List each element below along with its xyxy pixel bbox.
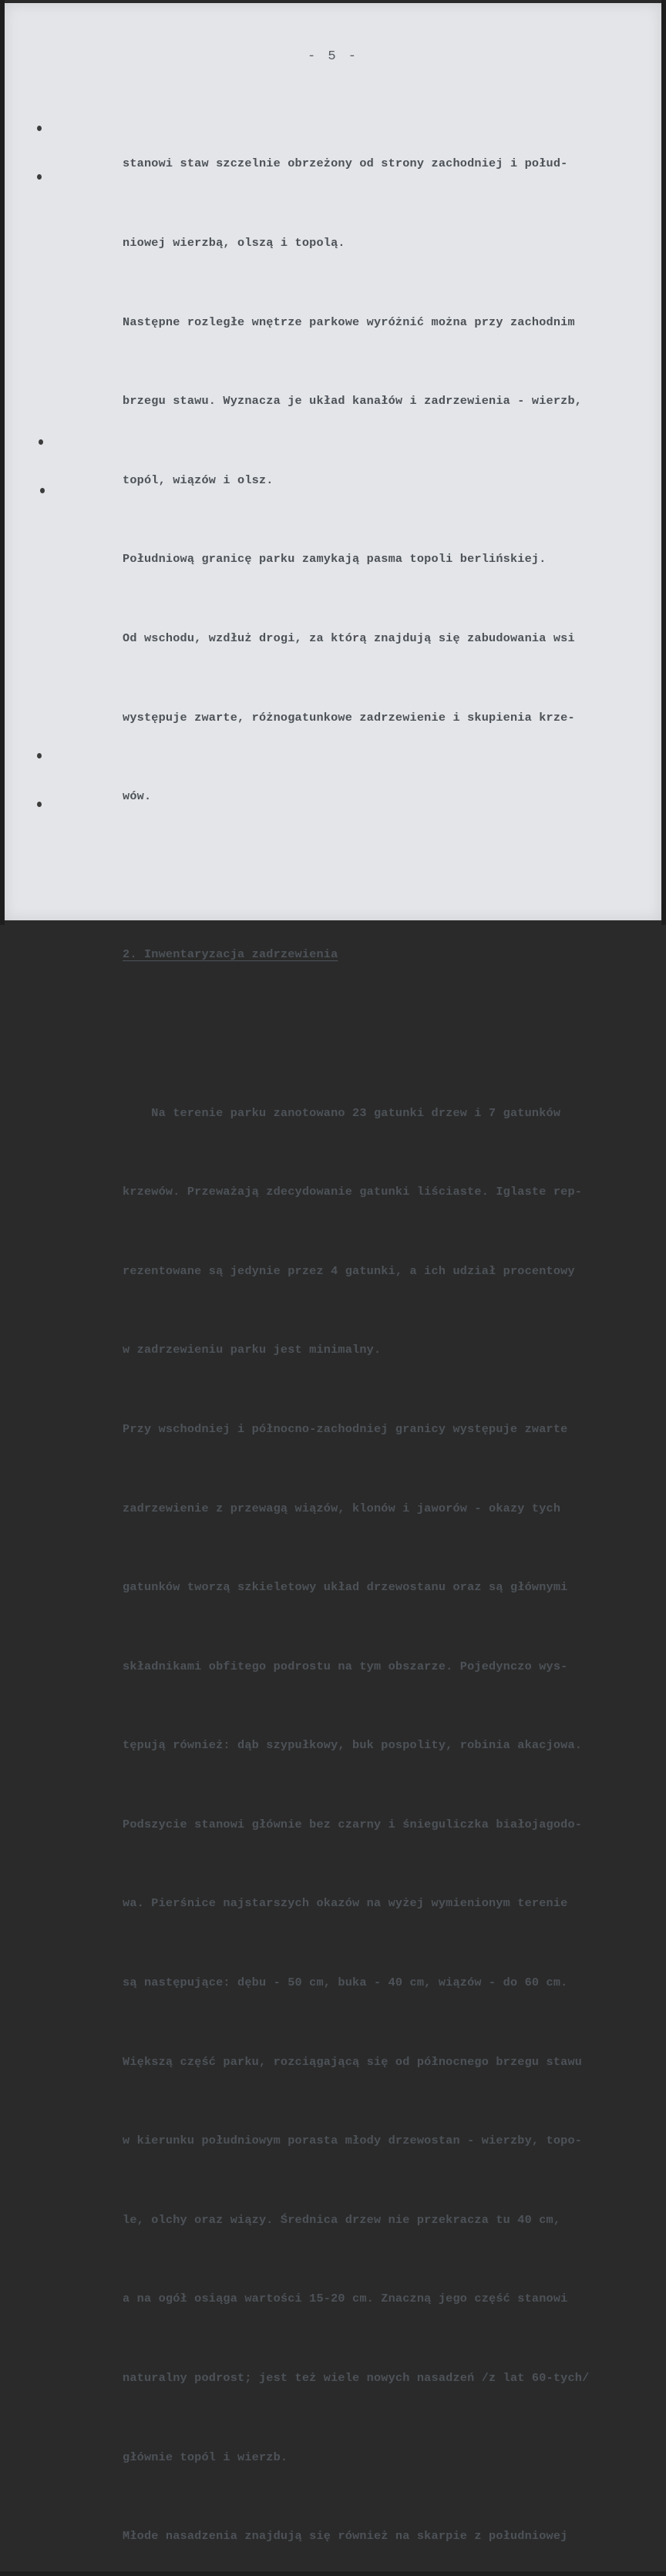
page-number: - 5 - <box>307 49 358 64</box>
body-text <box>123 98 631 2576</box>
text-line: wa. Pierśnice najstarszych okazów na wyżej wymienionym terenie <box>123 1896 568 1911</box>
text-line: Większą część parku, rozciągającą się od północnego brzegu stawu <box>123 2054 583 2069</box>
text-line: Podszycie stanowi głównie bez czarny i śnieguliczka białojagodo- <box>123 1817 583 1831</box>
text-line: Południową granicę parku zamykają pasma topoli berlińskiej. <box>123 552 547 567</box>
text-line: Od wschodu, wzdłuż drogi, za którą znajdują się zabudowania wsi <box>123 631 575 645</box>
text-line: występuje zwarte, różnogatunkowe zadrzewienie i skupienia krze- <box>123 710 575 725</box>
punch-hole <box>39 439 43 445</box>
punch-hole <box>37 802 42 807</box>
blank-line <box>123 863 631 889</box>
text-line: topól, wiązów i olsz. <box>123 472 274 487</box>
text-line: Następne rozległe wnętrze parkowe wyróżnić można przy zachodnim <box>123 314 575 329</box>
text-line: stanowi staw szczelnie obrzeżony od strony zachodniej i połud- <box>123 156 568 171</box>
text-line: a na ogół osiąga wartości 15-20 cm. Znaczną jego część stanowi <box>123 2292 568 2306</box>
scan-border-right <box>661 0 666 925</box>
punch-hole <box>37 174 42 180</box>
text-line: w zadrzewieniu parku jest minimalny. <box>123 1343 382 1357</box>
text-line: gatunków tworzą szkieletowy układ drzewostanu oraz są głównymi <box>123 1580 568 1595</box>
text-line: krzewów. Przeważają zdecydowanie gatunki liściaste. Iglaste rep- <box>123 1185 583 1199</box>
text-line: tępują również: dąb szypułkowy, buk pospolity, robinia akacjowa. <box>123 1738 583 1753</box>
text-line: brzegu stawu. Wyznacza je układ kanałów i zadrzewienia - wierzb, <box>123 394 583 409</box>
text-line: są następujące: dębu - 50 cm, buka - 40 cm, wiązów - do 60 cm. <box>123 1976 568 1990</box>
text-line: w kierunku południowym porasta młody drzewostan - wierzby, topo- <box>123 2134 583 2148</box>
text-line: Młode nasadzenia znajdują się również na skarpie z południowej <box>123 2529 568 2544</box>
text-line: rezentowane są jedynie przez 4 gatunki, a ich udział procentowy <box>123 1263 575 1278</box>
text-line: Przy wschodniej i północno-zachodniej granicy występuje zwarte <box>123 1421 568 1436</box>
punch-hole <box>40 488 45 493</box>
text-line: zadrzewienie z przewagą wiązów, klonów i jaworów - okazy tych <box>123 1501 561 1515</box>
text-line: naturalny podrost; jest też wiele nowych nasadzeń /z lat 60-tych/ <box>123 2371 590 2386</box>
blank-line <box>123 1021 631 1047</box>
text-line: wów. <box>123 789 152 804</box>
text-line: składnikami obfitego podrostu na tym obszarze. Pojedynczo wys- <box>123 1659 568 1673</box>
punch-hole <box>37 753 42 758</box>
text-line: le, olchy oraz wiązy. Średnica drzew nie przekracza tu 40 cm, <box>123 2212 561 2227</box>
section-heading: 2. Inwentaryzacja zadrzewienia <box>123 947 338 962</box>
punch-hole <box>37 126 42 131</box>
text-line: niowej wierzbą, olszą i topolą. <box>123 236 345 250</box>
text-line: Na terenie parku zanotowano 23 gatunki drzew i 7 gatunków <box>123 1105 561 1120</box>
text-line: głównie topól i wierzb. <box>123 2450 288 2464</box>
